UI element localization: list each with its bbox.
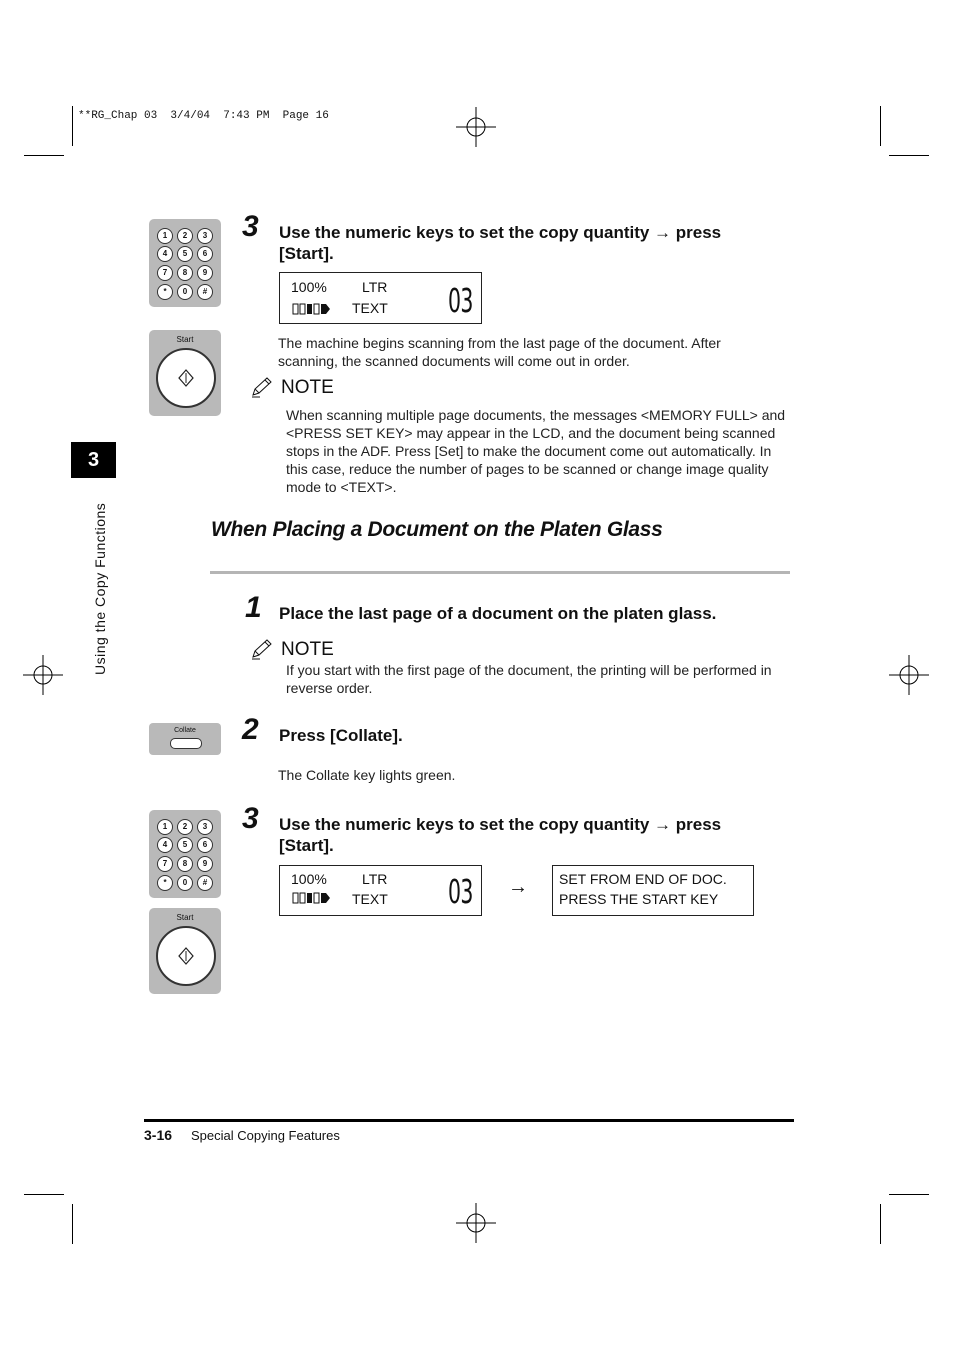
section-rule [210, 571, 790, 574]
note-body [286, 406, 806, 496]
key-7: 7 [157, 856, 173, 872]
key-2: 2 [177, 819, 193, 835]
note-line: stops in the ADF. Press [Set] to make the document come out automatically. In [286, 443, 772, 459]
key-star: * [157, 875, 173, 891]
step-instruction [279, 814, 779, 856]
step-number: 2 [242, 713, 259, 746]
note-line: <PRESS SET KEY> may appear in the LCD, and the document being scanned [286, 425, 776, 441]
crop-mark [889, 1194, 929, 1195]
crop-mark [24, 1194, 64, 1195]
crop-mark [880, 106, 881, 146]
numeric-keypad-illustration [149, 219, 221, 307]
collate-button-shape [170, 738, 202, 749]
key-4: 4 [157, 837, 173, 853]
lcd-mode: TEXT [352, 891, 388, 907]
start-diamond-icon [158, 350, 214, 406]
step-number: 3 [242, 210, 259, 243]
step-instruction-line: Use the numeric keys to set the copy quantity → press [279, 815, 722, 834]
description-line: The machine begins scanning from the last page of the document. After [278, 335, 721, 351]
registration-mark-icon [456, 1203, 496, 1243]
lcd-paper: LTR [362, 871, 388, 887]
key-3: 3 [197, 819, 213, 835]
note-title: NOTE [281, 377, 334, 398]
crop-mark [72, 106, 73, 146]
lcd-message-line: SET FROM END OF DOC. [559, 871, 727, 887]
lcd-paper: LTR [362, 279, 388, 295]
key-9: 9 [197, 856, 213, 872]
key-hash: # [197, 875, 213, 891]
key-2: 2 [177, 228, 193, 244]
step-instruction-line: [Start]. [279, 836, 334, 855]
key-star: * [157, 284, 173, 300]
note-line: When scanning multiple page documents, the messages <MEMORY FULL> and [286, 407, 786, 423]
key-9: 9 [197, 265, 213, 281]
key-4: 4 [157, 246, 173, 262]
key-5: 5 [177, 837, 193, 853]
key-hash: # [197, 284, 213, 300]
key-6: 6 [197, 246, 213, 262]
numeric-keypad-illustration [149, 810, 221, 898]
lcd-message-line: PRESS THE START KEY [559, 891, 719, 907]
lcd-quantity: 03 [448, 281, 473, 320]
registration-mark-icon [456, 107, 496, 147]
step-description: The Collate key lights green. [278, 767, 456, 783]
chapter-title-vertical: Using the Copy Functions [92, 502, 108, 675]
start-key-label: Start [176, 335, 194, 344]
start-diamond-icon [158, 928, 214, 984]
key-0: 0 [177, 875, 193, 891]
lcd-display [279, 865, 482, 916]
registration-mark-icon [889, 655, 929, 695]
collate-key-illustration [149, 723, 221, 755]
crop-mark [880, 1204, 881, 1244]
section-heading: When Placing a Document on the Platen Glass [211, 518, 663, 541]
key-8: 8 [177, 856, 193, 872]
step-description [278, 334, 798, 370]
key-1: 1 [157, 819, 173, 835]
start-button-circle [156, 348, 216, 408]
footer-title: Special Copying Features [191, 1128, 340, 1143]
key-6: 6 [197, 837, 213, 853]
step-instruction: Press [Collate]. [279, 726, 403, 745]
start-key-label: Start [176, 913, 194, 922]
density-bar-icon [292, 892, 336, 904]
lcd-display [279, 272, 482, 324]
key-7: 7 [157, 265, 173, 281]
note-body [286, 661, 806, 697]
lcd-quantity: 03 [448, 872, 473, 911]
key-8: 8 [177, 265, 193, 281]
note-line: If you start with the first page of the document, the printing will be performed in [286, 662, 772, 678]
note-line: this case, reduce the number of pages to be scanned or change image quality [286, 461, 769, 477]
transition-arrow: → [508, 876, 528, 898]
pencil-note-icon [250, 638, 274, 660]
key-0: 0 [177, 284, 193, 300]
key-3: 3 [197, 228, 213, 244]
footer-rule [144, 1119, 794, 1122]
collate-key-label: Collate [174, 727, 196, 734]
crop-mark [24, 155, 64, 156]
step-number: 1 [245, 591, 262, 624]
crop-mark [72, 1204, 73, 1244]
density-bar-icon [292, 303, 336, 315]
start-key-illustration [149, 908, 221, 994]
step-instruction: Place the last page of a document on the platen glass. [279, 604, 717, 623]
page-number: 3-16 [144, 1127, 173, 1143]
note-line: reverse order. [286, 680, 373, 696]
start-button-circle [156, 926, 216, 986]
step-instruction [279, 222, 779, 264]
lcd-zoom: 100% [291, 871, 327, 887]
description-line: scanning, the scanned documents will come out in order. [278, 353, 630, 369]
note-title: NOTE [281, 639, 334, 660]
registration-mark-icon [23, 655, 63, 695]
print-slug: **RG_Chap 03 3/4/04 7:43 PM Page 16 [78, 110, 329, 122]
key-1: 1 [157, 228, 173, 244]
pencil-note-icon [250, 376, 274, 398]
crop-mark [889, 155, 929, 156]
step-instruction-line: [Start]. [279, 244, 334, 263]
lcd-message-display [552, 865, 754, 916]
key-5: 5 [177, 246, 193, 262]
chapter-tab: 3 [71, 442, 116, 478]
step-number: 3 [242, 802, 259, 835]
note-line: mode to <TEXT>. [286, 479, 397, 495]
start-key-illustration [149, 330, 221, 416]
lcd-mode: TEXT [352, 300, 388, 316]
lcd-zoom: 100% [291, 279, 327, 295]
step-instruction-line: Use the numeric keys to set the copy quantity → press [279, 223, 722, 242]
